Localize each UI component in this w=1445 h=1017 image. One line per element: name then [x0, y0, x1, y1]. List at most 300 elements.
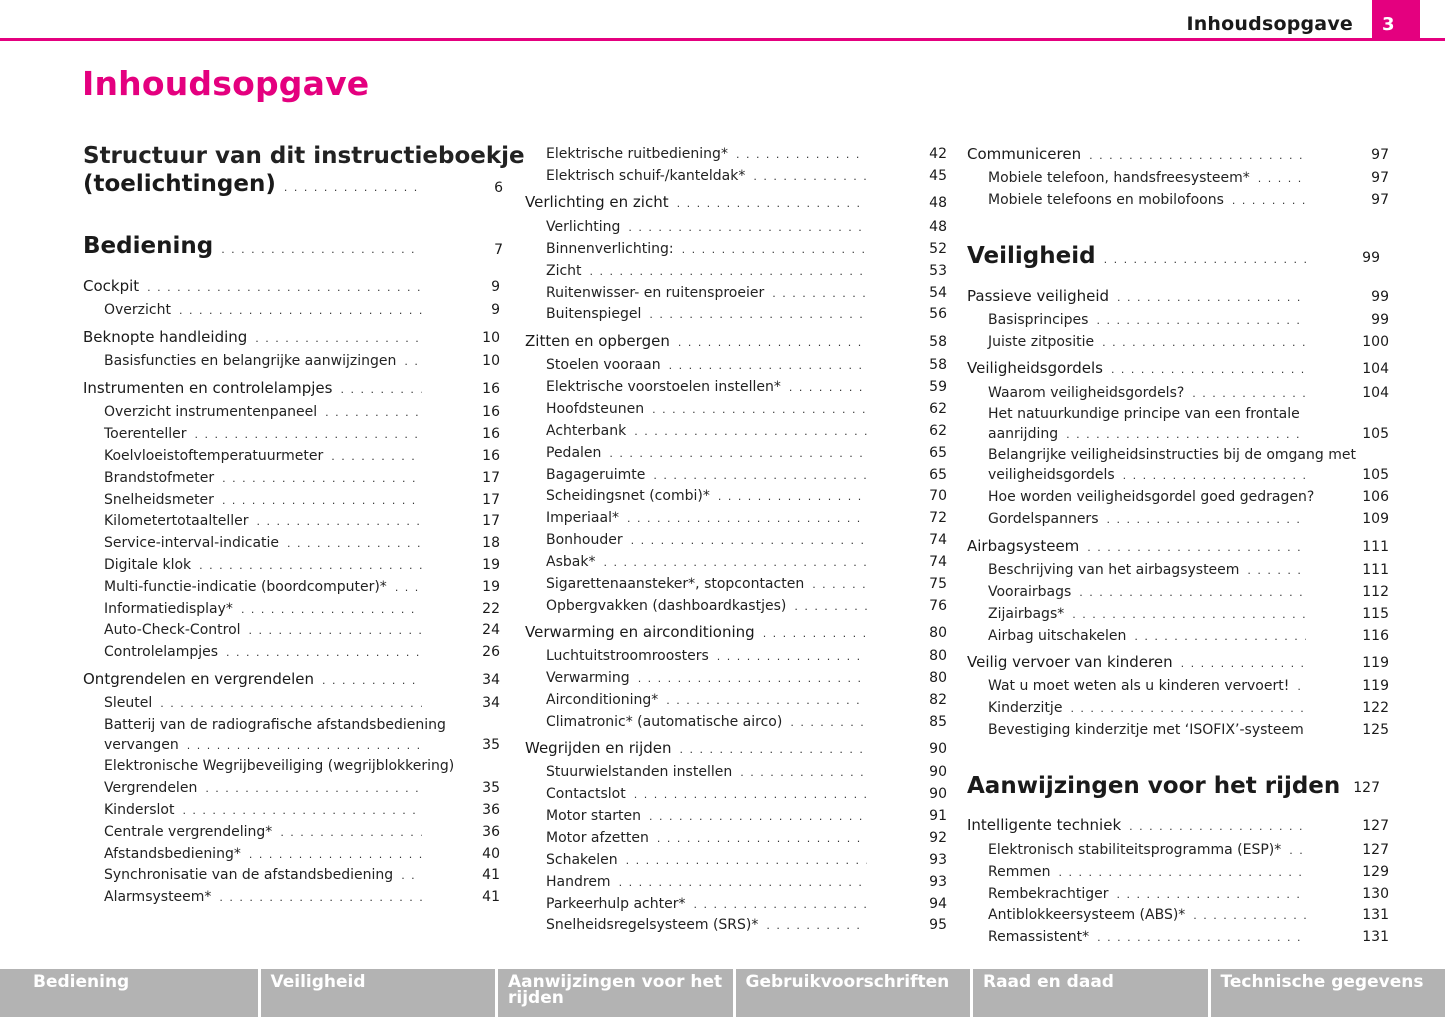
dot-leader [634, 425, 867, 438]
toc-page-number: 111 [1362, 562, 1389, 578]
dot-leader [657, 832, 867, 845]
toc-page-number: 82 [929, 692, 947, 708]
toc-heading[interactable]: Bediening . . . 7 [83, 233, 422, 259]
toc-entry-title: Elektrisch schuif-/kanteldak* [546, 168, 746, 184]
toc-entry-title: Overzicht instrumentenpaneel [104, 404, 318, 420]
toc-entry[interactable] [546, 917, 947, 933]
toc-entry[interactable] [988, 562, 1389, 578]
dot-leader [790, 716, 867, 729]
toc-page-number: 95 [929, 917, 947, 933]
dot-leader [1289, 844, 1306, 857]
footer-nav [0, 969, 1445, 1017]
toc-page-number: 41 [482, 867, 500, 883]
toc-entry-title: Synchronisatie van de afstandsbediening [104, 867, 394, 883]
toc-entry[interactable]: Elektronische Wegrijbeveiliging (wegrijblokkering) [104, 758, 455, 774]
dot-leader [1097, 931, 1306, 944]
toc-entry-title: Kinderslot [104, 802, 175, 818]
toc-page-number: 17 [482, 513, 500, 529]
toc-section[interactable] [83, 328, 500, 346]
toc-entry[interactable] [988, 489, 1389, 505]
toc-entry-title: Hoofdsteunen [546, 401, 645, 417]
toc-entry-title: Scheidingsnet (combi)* [546, 488, 710, 504]
toc-entry[interactable] [546, 219, 947, 235]
toc-page-number: 80 [929, 625, 947, 641]
dot-leader [1117, 291, 1306, 304]
toc-page-number: 99 [1371, 289, 1389, 305]
toc-entry[interactable] [546, 896, 947, 912]
toc-heading[interactable]: Structuur van dit instructieboekje [83, 143, 525, 169]
dot-leader [322, 674, 422, 687]
dot-leader [325, 406, 422, 419]
toc-entry-title: Waarom veiligheidsgordels? [988, 385, 1185, 401]
tab-veiligheid[interactable]: Veiligheid [261, 969, 499, 1017]
toc-page-number: 52 [929, 241, 947, 257]
toc-page-number: 16 [482, 404, 500, 420]
toc-entry-title: Elektrische ruitbediening* [546, 146, 728, 162]
toc-page-number: 48 [929, 195, 947, 211]
toc-entry[interactable] [546, 241, 947, 257]
toc-entry-title: Remmen [988, 864, 1051, 880]
toc-page-number: 36 [482, 824, 500, 840]
toc-page-number: 92 [929, 830, 947, 846]
toc-page-number: 127 [1362, 842, 1389, 858]
toc-entry-title: Contactslot [546, 786, 626, 802]
toc-entry[interactable] [546, 714, 947, 730]
tab-gebruikvoorschriften[interactable]: Gebruikvoorschriften [736, 969, 974, 1017]
toc-section[interactable] [525, 332, 947, 350]
toc-entry-title: Elektronisch stabiliteitsprogramma (ESP)* [988, 842, 1282, 858]
toc-entry[interactable] [546, 285, 947, 301]
dot-leader [1117, 888, 1307, 901]
toc-entry[interactable] [988, 628, 1389, 644]
toc-entry[interactable] [546, 357, 947, 373]
toc-page-number: 91 [929, 808, 947, 824]
toc-entry-title: Remassistent* [988, 929, 1090, 945]
toc-page-number: 16 [482, 381, 500, 397]
toc-page-number: 104 [1362, 361, 1389, 377]
toc-entry[interactable] [988, 511, 1389, 527]
toc-page-number: 65 [929, 467, 947, 483]
toc-entry[interactable] [104, 404, 500, 420]
toc-page-number: 97 [1371, 170, 1389, 186]
dot-leader [736, 148, 867, 161]
toc-section[interactable] [967, 359, 1389, 377]
toc-entry-title: Handrem [546, 874, 611, 890]
dot-leader [682, 243, 867, 256]
toc-entry-title: Verwarming en airconditioning [525, 623, 755, 641]
toc-entry[interactable] [988, 426, 1389, 442]
toc-page-number: 19 [482, 579, 500, 595]
toc-entry[interactable] [104, 737, 500, 753]
toc-entry[interactable] [104, 644, 500, 660]
toc-entry-title: Veilig vervoer van kinderen [967, 653, 1173, 671]
toc-section[interactable] [967, 816, 1389, 834]
toc-page-number: 54 [929, 285, 947, 301]
toc-page-number: 18 [482, 535, 500, 551]
toc-entry[interactable] [546, 808, 947, 824]
dot-leader [631, 534, 867, 547]
toc-page-number: 24 [482, 622, 500, 638]
toc-entry[interactable] [104, 780, 500, 796]
toc-section[interactable] [967, 145, 1389, 163]
toc-page-number: 26 [482, 644, 500, 660]
toc-entry-title: Climatronic* (automatische airco) [546, 714, 783, 730]
toc-page-number: 97 [1371, 192, 1389, 208]
toc-entry-title: Airbag uitschakelen [988, 628, 1127, 644]
toc-page-number: 127 [1362, 818, 1389, 834]
toc-entry[interactable] [988, 886, 1389, 902]
toc-entry[interactable] [104, 695, 500, 711]
dot-leader [222, 494, 422, 507]
dot-leader [187, 739, 422, 752]
toc-entry-title: Service-interval-indicatie [104, 535, 280, 551]
dot-leader [1102, 336, 1306, 349]
dot-leader [1232, 194, 1306, 207]
toc-entry-title: Hoe worden veiligheidsgordel goed gedragen? [988, 489, 1315, 505]
dot-leader [763, 627, 867, 640]
toc-page-number: 80 [929, 670, 947, 686]
toc-page-number: 74 [929, 532, 947, 548]
toc-entry-title: Koelvloeistoftemperatuurmeter [104, 448, 324, 464]
toc-page-number: 93 [929, 852, 947, 868]
dot-leader [401, 869, 422, 882]
dot-leader [1297, 680, 1306, 693]
toc-entry-title: Overzicht [104, 302, 171, 318]
toc-page-number: 131 [1362, 929, 1389, 945]
toc-page-number: 48 [929, 219, 947, 235]
dot-leader [1079, 586, 1306, 599]
page-number: 3 [1372, 0, 1420, 41]
toc-entry[interactable] [988, 606, 1389, 622]
dot-leader [195, 428, 422, 441]
dot-leader [249, 848, 422, 861]
toc-entry[interactable] [546, 598, 947, 614]
toc-entry[interactable] [546, 445, 947, 461]
dot-leader [628, 221, 867, 234]
toc-entry[interactable] [546, 670, 947, 686]
toc-entry-title: Basisfuncties en belangrijke aanwijzingen [104, 353, 397, 369]
toc-entry[interactable] [104, 802, 500, 818]
toc-page-number: 119 [1362, 655, 1389, 671]
toc-entry[interactable] [546, 830, 947, 846]
dot-leader [1134, 630, 1306, 643]
dot-leader [1106, 513, 1306, 526]
toc-entry-title: Binnenverlichting: [546, 241, 674, 257]
toc-entry[interactable] [546, 146, 947, 162]
toc-entry[interactable] [988, 722, 1389, 738]
toc-entry[interactable] [988, 864, 1389, 880]
toc-entry[interactable]: Belangrijke veiligheidsinstructies bij de omgang met [988, 447, 1356, 463]
toc-entry[interactable] [988, 385, 1389, 401]
tab-raad-en-daad[interactable]: Raad en daad [973, 969, 1211, 1017]
toc-entry[interactable] [104, 492, 500, 508]
dot-leader [619, 876, 867, 889]
toc-entry-title: Controlelampjes [104, 644, 219, 660]
toc-entry-title: Vergrendelen [104, 780, 198, 796]
toc-page-number: 53 [929, 263, 947, 279]
dot-leader [1258, 172, 1306, 185]
dot-leader [1096, 314, 1306, 327]
dot-leader [287, 537, 422, 550]
toc-entry-title: Intelligente techniek [967, 816, 1122, 834]
toc-entry[interactable] [546, 786, 947, 802]
toc-entry[interactable] [546, 306, 947, 322]
dot-leader [627, 512, 867, 525]
toc-entry-title: Achterbank [546, 423, 627, 439]
toc-page-number: 56 [929, 306, 947, 322]
toc-entry[interactable] [104, 448, 500, 464]
dot-leader [1089, 149, 1306, 162]
dot-leader [717, 650, 867, 663]
header-rule [0, 38, 1445, 41]
dot-leader [249, 624, 422, 637]
toc-page-number: 34 [482, 695, 500, 711]
toc-entry[interactable] [546, 554, 947, 570]
toc-entry[interactable] [546, 852, 947, 868]
toc-page-number: 109 [1362, 511, 1389, 527]
dot-leader [1066, 428, 1306, 441]
toc-entry[interactable] [546, 874, 947, 890]
toc-entry[interactable] [546, 401, 947, 417]
toc-entry[interactable] [104, 846, 500, 862]
toc-section[interactable] [967, 537, 1389, 555]
dot-leader [1058, 866, 1306, 879]
toc-heading[interactable]: Veiligheid . . . 99 [967, 243, 1306, 269]
toc-entry[interactable] [546, 648, 947, 664]
toc-entry[interactable] [104, 622, 500, 638]
toc-page-number: 131 [1362, 907, 1389, 923]
toc-entry-title: Opbergvakken (dashboardkastjes) [546, 598, 787, 614]
toc-entry-title: Snelheidsmeter [104, 492, 214, 508]
toc-entry[interactable] [988, 170, 1389, 186]
dot-leader [395, 581, 422, 594]
toc-entry[interactable] [104, 889, 500, 905]
toc-page-number: 72 [929, 510, 947, 526]
toc-section[interactable] [525, 739, 947, 757]
toc-page-number: 99 [1371, 312, 1389, 328]
toc-entry[interactable] [104, 824, 500, 840]
toc-entry-title: Zicht [546, 263, 582, 279]
toc-entry[interactable] [104, 557, 500, 573]
toc-section[interactable] [83, 379, 500, 397]
toc-heading[interactable]: Aanwijzingen voor het rijden 127 [967, 773, 1380, 799]
toc-page-number: 70 [929, 488, 947, 504]
toc-section[interactable] [525, 193, 947, 211]
dot-leader [766, 919, 867, 932]
toc-section[interactable] [83, 670, 500, 688]
toc-entry[interactable] [546, 764, 947, 780]
toc-section[interactable] [525, 623, 947, 641]
toc-entry-title: Auto-Check-Control [104, 622, 241, 638]
toc-entry-title: Mobiele telefoons en mobilofoons [988, 192, 1224, 208]
toc-entry[interactable] [546, 467, 947, 483]
dot-leader [1070, 702, 1306, 715]
toc-entry-title: Antiblokkeersysteem (ABS)* [988, 907, 1186, 923]
toc-entry[interactable] [104, 579, 500, 595]
toc-page-number: 58 [929, 334, 947, 350]
dot-leader [693, 898, 867, 911]
toc-section[interactable] [967, 653, 1389, 671]
toc-entry[interactable] [546, 379, 947, 395]
toc-entry-title: Verwarming [546, 670, 630, 686]
dot-leader [1192, 387, 1306, 400]
toc-page-number: 100 [1362, 334, 1389, 350]
toc-entry-title: Ruitenwisser- en ruitensproeier [546, 285, 765, 301]
toc-page-number: 90 [929, 764, 947, 780]
toc-section[interactable] [83, 277, 500, 295]
toc-page-number: 22 [482, 601, 500, 617]
toc-entry-title: Instrumenten en controlelampjes [83, 379, 333, 397]
dot-leader [1247, 564, 1306, 577]
toc-entry-title: Elektrische voorstoelen instellen* [546, 379, 781, 395]
dot-leader [241, 603, 422, 616]
toc-entry-title: Veiligheidsgordels [967, 359, 1103, 377]
toc-page-number: 58 [929, 357, 947, 373]
dot-leader [677, 197, 867, 210]
dot-leader [256, 515, 422, 528]
dot-leader [718, 490, 867, 503]
toc-entry[interactable] [104, 302, 500, 318]
toc-entry[interactable] [546, 692, 947, 708]
toc-entry-title: veiligheidsgordels [988, 467, 1115, 483]
toc-page-number: 65 [929, 445, 947, 461]
toc-entry-title: Verlichting [546, 219, 621, 235]
toc-entry[interactable] [988, 907, 1389, 923]
toc-page-number: 59 [929, 379, 947, 395]
toc-entry[interactable] [988, 467, 1389, 483]
toc-entry[interactable] [546, 488, 947, 504]
toc-entry-title: Wat u moet weten als u kinderen vervoert! [988, 678, 1290, 694]
toc-page-number: 122 [1362, 700, 1389, 716]
toc-entry-title: Stuurwielstanden instellen [546, 764, 733, 780]
toc-page-number: 9 [491, 279, 500, 295]
toc-section[interactable] [967, 287, 1389, 305]
toc-page-number: 17 [482, 470, 500, 486]
dot-leader [638, 672, 867, 685]
dot-leader [255, 332, 422, 345]
toc-entry[interactable] [546, 263, 947, 279]
toc-entry-title: Gordelspanners [988, 511, 1099, 527]
toc-entry[interactable] [104, 426, 500, 442]
dot-leader [634, 788, 867, 801]
toc-entry-title: Motor starten [546, 808, 641, 824]
toc-entry[interactable] [104, 353, 500, 369]
toc-entry[interactable] [988, 929, 1389, 945]
toc-page-number: 129 [1362, 864, 1389, 880]
toc-page-number: 62 [929, 423, 947, 439]
tab-aanwijzingen[interactable]: Aanwijzingen voor het rijden [498, 969, 736, 1017]
toc-entry[interactable] [546, 532, 947, 548]
toc-entry-title: Rembekrachtiger [988, 886, 1109, 902]
toc-entry-title: Bevestiging kinderzitje met ‘ISOFIX’-systeem [988, 722, 1304, 738]
toc-heading[interactable]: (toelichtingen) . . . 6 [83, 171, 422, 197]
toc-entry-title: Mobiele telefoon, handsfreesysteem* [988, 170, 1250, 186]
toc-entry-title: Sleutel [104, 695, 153, 711]
toc-entry-title: Multi-functie-indicatie (boordcomputer)* [104, 579, 387, 595]
toc-page-number: 115 [1362, 606, 1389, 622]
dot-leader [812, 578, 867, 591]
toc-page-number: 112 [1362, 584, 1389, 600]
toc-entry[interactable] [988, 334, 1389, 350]
dot-leader [669, 359, 867, 372]
toc-entry[interactable] [104, 601, 500, 617]
dot-leader [649, 810, 867, 823]
toc-page-number: 16 [482, 448, 500, 464]
dot-leader [219, 891, 422, 904]
dot-leader [222, 472, 422, 485]
toc-entry-title: Pedalen [546, 445, 602, 461]
dot-leader [666, 694, 867, 707]
toc-page-number: 130 [1362, 886, 1389, 902]
toc-entry-title: Bagageruimte [546, 467, 646, 483]
toc-entry-title: Verlichting en zicht [525, 193, 669, 211]
dot-leader [626, 854, 867, 867]
tab-technische-gegevens[interactable]: Technische gegevens [1211, 969, 1445, 1017]
toc-entry[interactable] [104, 867, 500, 883]
toc-page-number: 74 [929, 554, 947, 570]
toc-entry-title: Buitenspiegel [546, 306, 642, 322]
toc-entry[interactable] [546, 576, 947, 592]
dot-leader [340, 383, 422, 396]
toc-entry-title: Parkeerhulp achter* [546, 896, 686, 912]
dot-leader [147, 281, 422, 294]
toc-page-number: 80 [929, 648, 947, 664]
toc-entry[interactable] [104, 535, 500, 551]
dot-leader [205, 782, 422, 795]
toc-entry-title: Airconditioning* [546, 692, 659, 708]
toc-entry[interactable] [988, 678, 1389, 694]
toc-entry[interactable] [104, 470, 500, 486]
toc-entry[interactable] [988, 312, 1389, 328]
toc-entry-title: vervangen [104, 737, 179, 753]
toc-entry-title: Zijairbags* [988, 606, 1065, 622]
toc-entry[interactable] [988, 584, 1389, 600]
toc-page-number: 125 [1362, 722, 1389, 738]
toc-page-number: 10 [482, 353, 500, 369]
toc-page-number: 9 [491, 302, 500, 318]
dot-leader [680, 743, 868, 756]
toc-entry-title: Schakelen [546, 852, 618, 868]
dot-leader [1087, 541, 1306, 554]
toc-entry[interactable] [988, 192, 1389, 208]
toc-page-number: 17 [482, 492, 500, 508]
toc-entry[interactable]: Het natuurkundige principe van een frontale [988, 406, 1300, 422]
toc-entry[interactable] [546, 423, 947, 439]
toc-entry[interactable] [104, 513, 500, 529]
toc-entry-title: Ontgrendelen en vergrendelen [83, 670, 314, 688]
toc-entry[interactable] [546, 168, 947, 184]
toc-entry-title: Passieve veiligheid [967, 287, 1110, 305]
toc-entry[interactable]: Batterij van de radiografische afstandsbediening [104, 717, 446, 733]
dot-leader [404, 355, 422, 368]
toc-entry-title: Kilometertotaalteller [104, 513, 249, 529]
dot-leader [1072, 608, 1306, 621]
dot-leader [1181, 657, 1306, 670]
toc-entry-title: Stoelen vooraan [546, 357, 661, 373]
toc-entry-title: Centrale vergrendeling* [104, 824, 273, 840]
toc-entry[interactable] [988, 842, 1389, 858]
toc-entry-title: Asbak* [546, 554, 596, 570]
toc-entry[interactable] [546, 510, 947, 526]
tab-bediening[interactable]: Bediening [0, 969, 261, 1017]
dot-leader [179, 304, 422, 317]
dot-leader [772, 287, 867, 300]
toc-entry[interactable] [988, 700, 1389, 716]
dot-leader [794, 600, 867, 613]
dot-leader [789, 381, 867, 394]
dot-leader [753, 170, 867, 183]
dot-leader [331, 450, 422, 463]
